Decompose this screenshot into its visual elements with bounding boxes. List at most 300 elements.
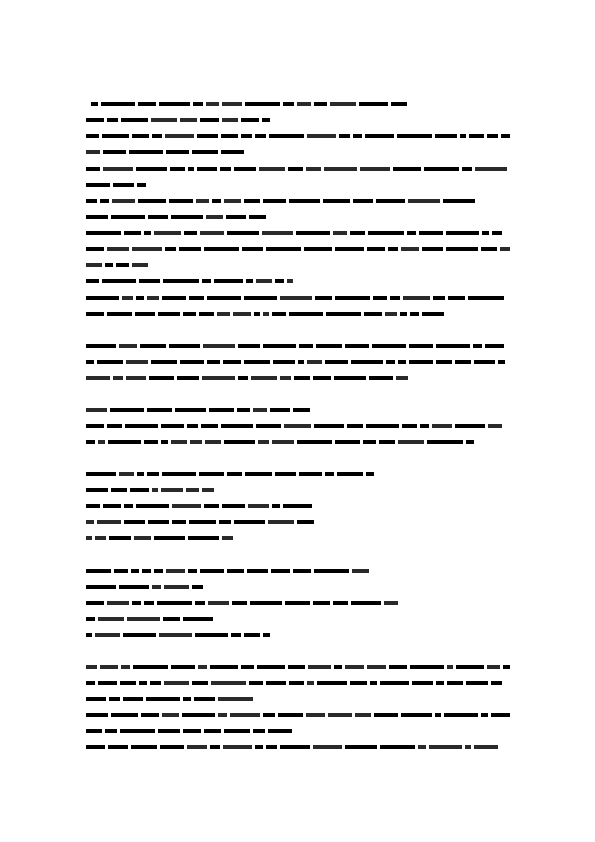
text-word (95, 536, 106, 540)
text-word (297, 520, 314, 524)
text-word (86, 215, 108, 219)
text-word (270, 408, 290, 412)
text-word (283, 102, 294, 106)
text-word (306, 713, 325, 717)
text-word (380, 681, 409, 685)
text-word (337, 472, 363, 476)
text-word (473, 344, 482, 348)
text-word (112, 199, 135, 203)
text-word (386, 360, 395, 364)
text-word (481, 713, 488, 717)
text-word (86, 167, 100, 171)
text-word (222, 102, 242, 106)
text-word (393, 167, 421, 171)
text-line (91, 101, 407, 106)
text-word (307, 681, 314, 685)
text-word (272, 312, 286, 316)
text-word (177, 376, 199, 380)
text-line (86, 503, 312, 508)
text-word (147, 472, 159, 476)
text-word (132, 601, 141, 605)
text-word (351, 601, 381, 605)
text-word (149, 376, 174, 380)
text-word (137, 183, 146, 187)
text-word (86, 344, 116, 348)
text-word (224, 440, 255, 444)
text-word (165, 247, 176, 251)
text-word (334, 665, 342, 669)
text-word (491, 713, 510, 717)
text-word (314, 424, 344, 428)
text-word (204, 729, 221, 733)
text-word (436, 360, 452, 364)
text-word (130, 488, 149, 492)
text-word (221, 134, 238, 138)
text-word (140, 344, 166, 348)
text-word (169, 344, 200, 348)
text-line (86, 359, 510, 364)
text-word (482, 231, 489, 235)
text-word (366, 472, 374, 476)
text-word (227, 231, 259, 235)
text-word (108, 440, 141, 444)
text-word (280, 376, 291, 380)
text-word (137, 472, 144, 476)
text-line (86, 246, 510, 251)
text-word (131, 745, 157, 749)
text-word (314, 569, 349, 573)
text-word (481, 247, 497, 251)
text-word (200, 118, 219, 122)
text-word (296, 231, 330, 235)
text-word (222, 536, 233, 540)
text-word (466, 440, 474, 444)
text-word (151, 360, 177, 364)
text-word (161, 440, 168, 444)
text-line (86, 117, 270, 122)
text-word (263, 633, 270, 637)
text-word (95, 633, 120, 637)
text-word (487, 665, 500, 669)
text-word (208, 601, 229, 605)
text-word (447, 681, 463, 685)
text-word (448, 296, 465, 300)
text-word (211, 681, 246, 685)
text-word (144, 231, 151, 235)
text-word (166, 150, 189, 154)
text-word (195, 601, 205, 605)
text-word (460, 134, 466, 138)
text-word (136, 504, 169, 508)
text-word (391, 102, 407, 106)
text-word (275, 279, 284, 283)
text-word (237, 408, 250, 412)
text-word (132, 263, 148, 267)
text-word (224, 729, 250, 733)
text-word (238, 376, 248, 380)
text-word (164, 681, 189, 685)
text-line (86, 214, 266, 219)
text-word (299, 472, 322, 476)
text-word (129, 150, 163, 154)
text-line (86, 568, 378, 573)
text-word (373, 296, 387, 300)
text-word (398, 360, 406, 364)
text-word (182, 713, 215, 717)
text-word (113, 183, 134, 187)
text-word (233, 312, 251, 316)
text-word (132, 134, 149, 138)
text-word (401, 713, 432, 717)
text-word (163, 617, 180, 621)
text-word (201, 424, 218, 428)
text-word (380, 745, 415, 749)
text-word (86, 118, 104, 122)
text-word (418, 745, 426, 749)
text-word (498, 360, 505, 364)
text-word (352, 569, 369, 573)
text-word (159, 102, 190, 106)
text-word (163, 279, 199, 283)
text-word (164, 585, 189, 589)
text-word (111, 215, 145, 219)
text-word (396, 376, 408, 380)
text-word (444, 713, 478, 717)
text-word (91, 102, 98, 106)
text-word (172, 504, 201, 508)
text-word (86, 199, 97, 203)
text-word (102, 279, 136, 283)
text-line (86, 407, 318, 412)
text-word (419, 231, 443, 235)
text-word (152, 488, 158, 492)
text-word (297, 102, 311, 106)
text-word (198, 665, 207, 669)
text-word (253, 408, 267, 412)
text-word (294, 376, 310, 380)
text-word (180, 360, 204, 364)
text-word (188, 167, 194, 171)
text-word (162, 472, 196, 476)
text-word (447, 665, 453, 669)
text-line (86, 632, 274, 637)
text-word (244, 199, 260, 203)
text-word (192, 150, 218, 154)
text-word (133, 665, 168, 669)
text-word (436, 681, 444, 685)
text-word (154, 536, 185, 540)
text-word (427, 440, 463, 444)
text-word (160, 745, 184, 749)
text-word (253, 729, 265, 733)
text-word (345, 344, 369, 348)
text-word (123, 633, 156, 637)
text-word (436, 344, 470, 348)
text-word (407, 231, 416, 235)
text-word (159, 633, 192, 637)
text-word (204, 504, 219, 508)
text-word (263, 312, 269, 316)
text-word (501, 134, 510, 138)
text-word (289, 199, 320, 203)
text-word (86, 183, 110, 187)
text-word (144, 440, 158, 444)
text-word (355, 713, 371, 717)
text-word (188, 569, 197, 573)
text-word (86, 713, 108, 717)
text-word (124, 520, 145, 524)
text-word (110, 408, 144, 412)
text-word (200, 569, 224, 573)
text-word (187, 424, 198, 428)
text-word (220, 167, 231, 171)
text-word (86, 440, 95, 444)
text-word (214, 279, 243, 283)
text-word (124, 504, 133, 508)
text-word (103, 167, 133, 171)
text-word (86, 601, 104, 605)
text-word (359, 102, 388, 106)
text-line (86, 664, 510, 669)
text-word (148, 520, 169, 524)
text-word (433, 296, 445, 300)
text-word (272, 504, 280, 508)
text-word (313, 601, 330, 605)
text-word (389, 665, 407, 669)
text-word (175, 408, 206, 412)
text-word (456, 665, 484, 669)
text-word (280, 745, 310, 749)
text-word (100, 199, 109, 203)
text-word (306, 167, 321, 171)
text-line (86, 343, 510, 348)
text-word (388, 247, 398, 251)
text-word (136, 167, 167, 171)
text-word (108, 745, 128, 749)
text-word (195, 633, 228, 637)
text-word (119, 472, 134, 476)
text-word (339, 134, 350, 138)
text-word (113, 376, 123, 380)
text-word (187, 745, 207, 749)
text-line (86, 744, 504, 749)
text-word (455, 360, 471, 364)
text-word (247, 569, 268, 573)
text-word (435, 134, 457, 138)
text-word (210, 665, 238, 669)
text-word (409, 344, 433, 348)
text-word (376, 199, 405, 203)
text-line (86, 278, 298, 283)
text-word (350, 231, 365, 235)
text-word (162, 713, 179, 717)
text-word (384, 601, 398, 605)
text-word (86, 279, 99, 283)
text-word (151, 118, 177, 122)
text-word (126, 376, 146, 380)
text-word (86, 697, 106, 701)
text-word (86, 408, 107, 412)
text-word (491, 681, 502, 685)
text-word (335, 296, 370, 300)
text-word (238, 344, 260, 348)
text-word (209, 408, 234, 412)
text-word (259, 167, 285, 171)
text-word (256, 279, 272, 283)
text-word (293, 569, 311, 573)
text-word (226, 215, 246, 219)
text-word (171, 215, 203, 219)
text-word (280, 296, 312, 300)
text-word (487, 134, 498, 138)
text-word (136, 296, 144, 300)
text-word (249, 215, 266, 219)
text-word (224, 199, 241, 203)
text-word (114, 569, 128, 573)
text-word (285, 601, 310, 605)
text-line (86, 423, 510, 428)
text-word (223, 360, 241, 364)
text-word (183, 617, 213, 621)
text-word (154, 569, 163, 573)
text-word (170, 167, 185, 171)
text-word (210, 745, 220, 749)
text-word (105, 729, 117, 733)
text-word (86, 360, 94, 364)
text-word (462, 167, 472, 171)
text-word (169, 199, 193, 203)
text-word (116, 263, 129, 267)
text-word (475, 167, 507, 171)
text-word (288, 665, 305, 669)
text-word (397, 134, 432, 138)
text-word (183, 729, 201, 733)
text-word (317, 681, 347, 685)
text-word (275, 472, 296, 476)
text-word (287, 279, 293, 283)
text-word (206, 215, 223, 219)
text-word (102, 134, 129, 138)
text-word (245, 102, 280, 106)
text-word (293, 408, 310, 412)
text-word (248, 504, 269, 508)
text-word (230, 713, 260, 717)
text-word (152, 585, 161, 589)
text-word (325, 360, 348, 364)
text-word (307, 134, 336, 138)
text-word (278, 713, 303, 717)
text-line (86, 519, 314, 524)
text-word (262, 118, 270, 122)
text-word (103, 150, 126, 154)
text-word (231, 633, 241, 637)
text-word (283, 504, 312, 508)
text-word (217, 312, 230, 316)
text-word (402, 424, 417, 428)
text-word (207, 360, 220, 364)
text-word (266, 745, 277, 749)
text-word (147, 296, 159, 300)
text-word (353, 134, 362, 138)
text-word (122, 296, 133, 300)
text-word (86, 247, 104, 251)
text-word (289, 681, 304, 685)
text-word (401, 247, 419, 251)
text-word (335, 247, 364, 251)
text-word (189, 520, 216, 524)
text-word (86, 488, 108, 492)
text-word (347, 424, 363, 428)
text-word (150, 681, 161, 685)
text-word (154, 231, 181, 235)
text-word (446, 247, 478, 251)
text-word (227, 472, 242, 476)
text-word (111, 713, 138, 717)
text-word (466, 681, 488, 685)
text-line (86, 471, 374, 476)
text-word (360, 167, 390, 171)
text-word (334, 376, 366, 380)
text-word (250, 601, 282, 605)
text-word (98, 617, 124, 621)
text-word (192, 681, 208, 685)
text-word (353, 199, 373, 203)
text-word (127, 617, 160, 621)
text-word (86, 569, 111, 573)
text-word (308, 665, 331, 669)
text-word (194, 697, 215, 701)
text-word (313, 376, 331, 380)
text-word (138, 102, 156, 106)
text-word (304, 247, 332, 251)
text-line (86, 584, 210, 589)
text-word (410, 665, 444, 669)
text-word (161, 424, 184, 428)
text-word (255, 745, 263, 749)
text-word (412, 681, 433, 685)
text-word (179, 247, 201, 251)
text-word (313, 745, 342, 749)
text-word (205, 440, 221, 444)
text-word (244, 633, 260, 637)
text-word (258, 440, 269, 444)
text-word (161, 488, 183, 492)
text-word (222, 118, 238, 122)
text-word (180, 118, 197, 122)
text-line (86, 262, 156, 267)
text-word (196, 199, 209, 203)
text-word (288, 167, 303, 171)
text-word (367, 247, 385, 251)
text-word (284, 424, 311, 428)
text-line (86, 616, 214, 621)
text-word (125, 424, 158, 428)
text-word (257, 665, 285, 669)
text-word (199, 312, 214, 316)
text-word (492, 231, 502, 235)
text-word (234, 520, 265, 524)
text-word (111, 488, 127, 492)
text-word (203, 344, 235, 348)
text-word (269, 134, 304, 138)
text-word (158, 312, 180, 316)
text-word (119, 585, 149, 589)
text-word (245, 472, 272, 476)
text-word (166, 569, 185, 573)
text-word (135, 312, 155, 316)
text-word (165, 134, 194, 138)
text-word (86, 665, 97, 669)
